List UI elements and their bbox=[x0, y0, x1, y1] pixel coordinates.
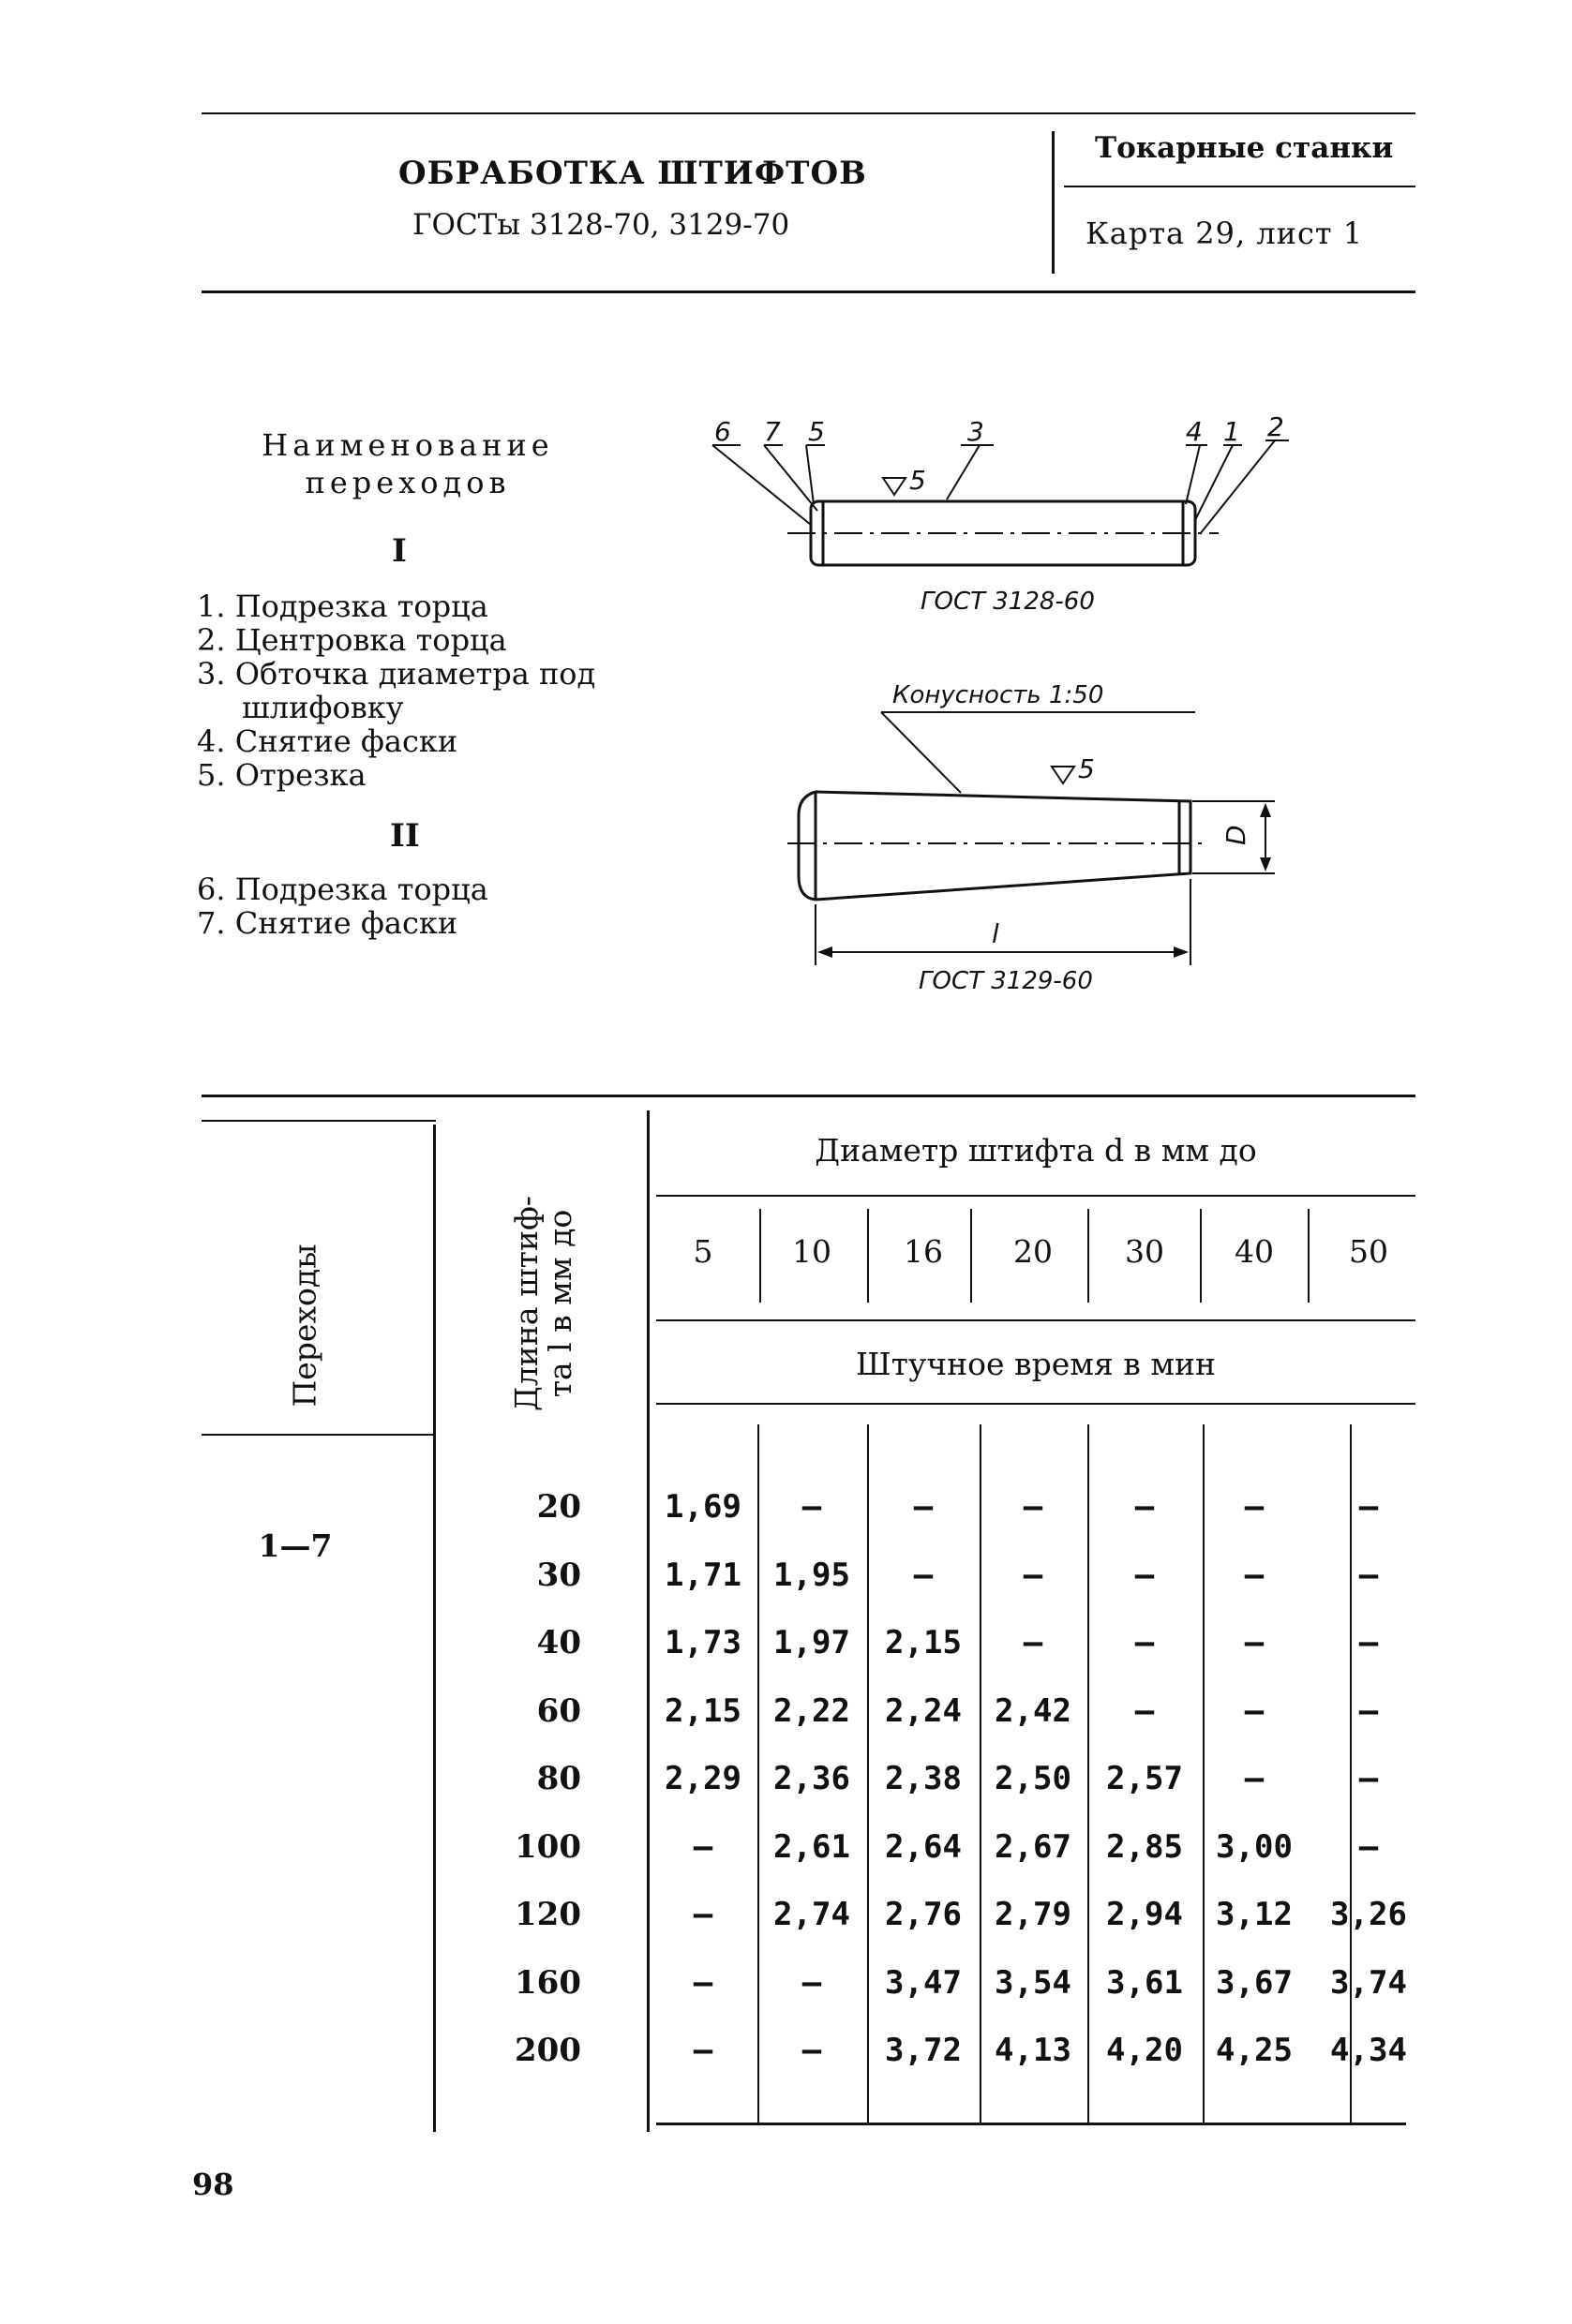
time-value: — bbox=[913, 1488, 934, 1526]
time-value: — bbox=[1358, 1488, 1379, 1526]
diameter-divider bbox=[1200, 1209, 1202, 1303]
time-value: — bbox=[1244, 1488, 1265, 1526]
time-value: 3,54 bbox=[995, 1964, 1071, 2002]
time-value: 4,25 bbox=[1216, 2032, 1293, 2069]
time-value: 2,22 bbox=[773, 1692, 850, 1730]
callout-label: 1 bbox=[1223, 416, 1240, 447]
time-value: 2,24 bbox=[885, 1692, 962, 1730]
time-value: 3,72 bbox=[885, 2032, 962, 2069]
time-value: 1,95 bbox=[773, 1557, 850, 1594]
table-top-rule bbox=[202, 1095, 1415, 1097]
time-value: 2,94 bbox=[1106, 1896, 1183, 1933]
time-value: 2,61 bbox=[773, 1828, 850, 1866]
gost-reference: ГОСТы 3128-70, 3129-70 bbox=[412, 208, 790, 242]
time-value: 2,42 bbox=[995, 1692, 1071, 1730]
time-value: 3,67 bbox=[1216, 1964, 1293, 2002]
callout-label: 6 bbox=[714, 416, 731, 447]
roughness-label: 5 bbox=[909, 465, 926, 496]
time-value: 2,64 bbox=[885, 1828, 962, 1866]
time-value: 2,85 bbox=[1106, 1828, 1183, 1866]
diameters-rule bbox=[656, 1319, 1415, 1321]
time-value: 2,76 bbox=[885, 1896, 962, 1933]
group2-label: II bbox=[390, 817, 420, 855]
dimension-l-label: l bbox=[992, 918, 999, 949]
header-top-rule bbox=[202, 112, 1415, 114]
dimension-d-label: D bbox=[1220, 825, 1251, 845]
callout-label: 5 bbox=[808, 416, 825, 447]
diameter-value: 16 bbox=[904, 1233, 943, 1270]
operation-item: 6. Подрезка торца bbox=[197, 872, 488, 907]
table-header-rule bbox=[202, 1120, 436, 1122]
value-col-divider bbox=[757, 1424, 759, 2123]
diameter-divider bbox=[1308, 1209, 1310, 1303]
time-value: — bbox=[1358, 1760, 1379, 1797]
diameter-value: 50 bbox=[1349, 1233, 1388, 1270]
time-value: 1,97 bbox=[773, 1624, 850, 1661]
time-value: — bbox=[693, 1964, 713, 2002]
transitions-value: 1—7 bbox=[258, 1527, 333, 1564]
time-value: 2,15 bbox=[665, 1692, 741, 1730]
time-value: — bbox=[801, 1964, 822, 2002]
col-divider-length bbox=[647, 1110, 650, 2132]
col-header-transitions: Переходы bbox=[286, 1244, 323, 1408]
time-value: 3,61 bbox=[1106, 1964, 1183, 2002]
time-value: — bbox=[1244, 1760, 1265, 1797]
time-value: — bbox=[1134, 1488, 1155, 1526]
table-bottom-rule bbox=[656, 2123, 1406, 2125]
time-value: 2,57 bbox=[1106, 1760, 1183, 1797]
card-number: Карта 29, лист 1 bbox=[1085, 216, 1364, 251]
time-value: — bbox=[801, 1488, 822, 1526]
time-value: 1,69 bbox=[665, 1488, 741, 1526]
time-value: — bbox=[1023, 1624, 1043, 1661]
time-value: 3,26 bbox=[1330, 1896, 1407, 1933]
value-col-divider bbox=[867, 1424, 869, 2123]
time-value: 2,38 bbox=[885, 1760, 962, 1797]
time-value: — bbox=[1023, 1488, 1043, 1526]
time-value: — bbox=[1358, 1828, 1379, 1866]
time-value: 2,15 bbox=[885, 1624, 962, 1661]
diameter-header: Диаметр штифта d в мм до bbox=[815, 1132, 1257, 1169]
time-value: — bbox=[801, 2032, 822, 2069]
header-divider bbox=[1052, 131, 1055, 274]
group1-label: I bbox=[392, 532, 407, 570]
time-value: — bbox=[1134, 1692, 1155, 1730]
header-right-rule bbox=[1064, 186, 1415, 187]
time-value: — bbox=[1358, 1692, 1379, 1730]
operations-title-line1: Наименование bbox=[262, 427, 554, 463]
row-length: 20 bbox=[536, 1488, 581, 1526]
time-value: 2,50 bbox=[995, 1760, 1071, 1797]
cylindrical-pin-drawing bbox=[675, 394, 1312, 618]
diameter-divider bbox=[1087, 1209, 1089, 1303]
row-length: 40 bbox=[536, 1624, 581, 1661]
machine-type: Токарные станки bbox=[1095, 131, 1394, 165]
operation-item: 3. Обточка диаметра под bbox=[197, 656, 596, 692]
diameter-divider bbox=[867, 1209, 869, 1303]
time-value: 2,79 bbox=[995, 1896, 1071, 1933]
operation-item: шлифовку bbox=[242, 690, 404, 725]
drawing2-caption: ГОСТ 3129-60 bbox=[919, 967, 1093, 995]
time-value: — bbox=[1358, 1624, 1379, 1661]
row-length: 120 bbox=[515, 1896, 581, 1933]
taper-body-outline bbox=[816, 792, 1190, 900]
row-length: 100 bbox=[515, 1828, 581, 1866]
diameter-value: 30 bbox=[1125, 1233, 1164, 1270]
time-value: 3,12 bbox=[1216, 1896, 1293, 1933]
time-value: 4,13 bbox=[995, 2032, 1071, 2069]
time-value: 4,20 bbox=[1106, 2032, 1183, 2069]
time-value: 2,67 bbox=[995, 1828, 1071, 1866]
callout-label: 4 bbox=[1186, 416, 1203, 447]
time-value: 2,36 bbox=[773, 1760, 850, 1797]
callout-label: 7 bbox=[764, 416, 781, 447]
operation-item: 5. Отрезка bbox=[197, 757, 367, 793]
time-value: 2,29 bbox=[665, 1760, 741, 1797]
drawing1-caption: ГОСТ 3128-60 bbox=[921, 588, 1095, 616]
callout-label: 2 bbox=[1267, 411, 1284, 442]
tapered-pin-drawing bbox=[787, 665, 1312, 1003]
operation-item: 4. Снятие фаски bbox=[197, 723, 458, 759]
time-value: — bbox=[693, 1828, 713, 1866]
row-length: 200 bbox=[515, 2032, 581, 2069]
time-value: — bbox=[913, 1557, 934, 1594]
taper-label: Конусность 1:50 bbox=[892, 681, 1104, 709]
time-value: — bbox=[1244, 1557, 1265, 1594]
diameter-value: 20 bbox=[1013, 1233, 1053, 1270]
time-value: — bbox=[1134, 1624, 1155, 1661]
row-length: 60 bbox=[536, 1692, 581, 1730]
diameter-header-rule bbox=[656, 1195, 1415, 1197]
operation-item: 1. Подрезка торца bbox=[197, 588, 488, 624]
row-length: 30 bbox=[536, 1557, 581, 1594]
time-header-rule bbox=[656, 1403, 1415, 1405]
time-value: — bbox=[1244, 1624, 1265, 1661]
row-length: 80 bbox=[536, 1760, 581, 1797]
diameter-value: 40 bbox=[1235, 1233, 1274, 1270]
time-header: Штучное время в мин bbox=[856, 1346, 1216, 1382]
col-divider-transitions bbox=[433, 1125, 436, 2132]
time-value: — bbox=[1023, 1557, 1043, 1594]
diameter-value: 10 bbox=[792, 1233, 831, 1270]
time-value: 1,71 bbox=[665, 1557, 741, 1594]
time-value: — bbox=[693, 2032, 713, 2069]
time-value: — bbox=[693, 1896, 713, 1933]
operations-title bbox=[239, 426, 576, 501]
time-value: — bbox=[1358, 1557, 1379, 1594]
document-title: ОБРАБОТКА ШТИФТОВ bbox=[398, 155, 867, 192]
diameter-value: 5 bbox=[693, 1233, 713, 1270]
row-length: 160 bbox=[515, 1964, 581, 2002]
time-value: 4,34 bbox=[1330, 2032, 1407, 2069]
time-value: 2,74 bbox=[773, 1896, 850, 1933]
time-value: 3,00 bbox=[1216, 1828, 1293, 1866]
callout-label: 3 bbox=[967, 416, 984, 447]
operations-title-line2: переходов bbox=[305, 465, 511, 500]
operation-item: 7. Снятие фаски bbox=[197, 905, 458, 941]
value-col-divider bbox=[1087, 1424, 1089, 2123]
time-value: — bbox=[1134, 1557, 1155, 1594]
roughness-label: 5 bbox=[1078, 753, 1095, 784]
col-header-length-line1: Длина штиф- bbox=[508, 1196, 545, 1411]
time-value: — bbox=[1244, 1692, 1265, 1730]
col-header-length bbox=[510, 1154, 577, 1453]
operation-item: 2. Центровка торца bbox=[197, 622, 507, 658]
col-header-length-line2: та l в мм до bbox=[542, 1209, 578, 1398]
time-value: 3,47 bbox=[885, 1964, 962, 2002]
page-number: 98 bbox=[192, 2167, 234, 2202]
header-bottom-rule bbox=[202, 290, 1415, 293]
time-value: 3,74 bbox=[1330, 1964, 1407, 2002]
time-value: 1,73 bbox=[665, 1624, 741, 1661]
